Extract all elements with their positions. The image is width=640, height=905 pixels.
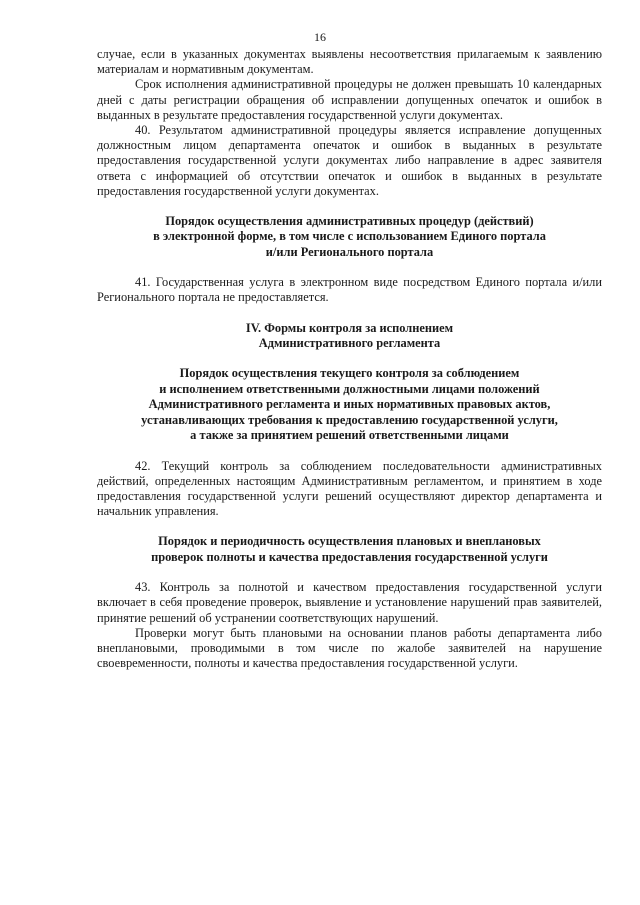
paragraph-43: 43. Контроль за полнотой и качеством предоставления государственной услуги включает в себя проведение проверок, выявление и установление нарушений прав заявителей, принятие решений об устранении соответствующих нарушений. bbox=[97, 580, 602, 625]
paragraph-42: 42. Текущий контроль за соблюдением последовательности административных действий, определенных настоящим Административным регламентом, и принятием в ходе предоставления государственной услуги решений осуществляют директор департамента и начальник управления. bbox=[97, 458, 602, 519]
page-number: 16 bbox=[314, 30, 326, 44]
page-content bbox=[97, 47, 602, 671]
paragraph-40: 40. Результатом административной процедуры является исправление допущенных должностным лицом департамента опечаток и ошибок в выданных в результате предоставления государственной услуги документах либо направление в адрес заявителя ответа с информацией об отсутствии опечаток и ошибок в выданных в результате предоставления государственной услуги документах. bbox=[97, 123, 602, 198]
heading-line: Порядок осуществления текущего контроля за соблюдением bbox=[179, 366, 520, 381]
heading-line: и исполнением ответственными должностными лицами положений bbox=[159, 381, 540, 396]
heading-current-control bbox=[97, 366, 602, 443]
heading-inspections bbox=[97, 534, 602, 565]
paragraph-deadline: Срок исполнения административной процедуры не должен превышать 10 календарных дней с даты регистрации обращения об исправлении допущенных опечаток и ошибок в выданных в результате предоставления государственной услуги документах. bbox=[97, 77, 602, 122]
heading-line: Порядок и периодичность осуществления плановых и внеплановых bbox=[158, 534, 541, 549]
heading-line: IV. Формы контроля за исполнением bbox=[245, 320, 454, 335]
heading-line: проверок полноты и качества предоставления государственной услуги bbox=[151, 549, 548, 564]
paragraph-41: 41. Государственная услуга в электронном виде посредством Единого портала и/или Регионального портала не предоставляется. bbox=[97, 275, 602, 305]
heading-line: Административного регламента и иных нормативных правовых актов, bbox=[148, 397, 551, 412]
heading-line: Порядок осуществления административных процедур (действий) bbox=[165, 214, 534, 229]
heading-electronic-procedures bbox=[97, 214, 602, 260]
heading-line: и/или Регионального портала bbox=[265, 244, 434, 259]
heading-line: в электронной форме, в том числе с использованием Единого портала bbox=[153, 229, 546, 244]
heading-section-iv bbox=[97, 321, 602, 352]
heading-line: а также за принятием решений ответственными лицами bbox=[190, 428, 509, 443]
heading-line: устанавливающих требования к предоставлению государственной услуги, bbox=[141, 412, 558, 427]
paragraph-inspections: Проверки могут быть плановыми на основании планов работы департамента либо внеплановыми, проводимыми в том числе по жалобе заявителей на нарушение своевременности, полноты и качества предоставления государственной услуги. bbox=[97, 625, 602, 671]
heading-line: Административного регламента bbox=[258, 336, 441, 351]
paragraph-continuation: случае, если в указанных документах выявлены несоответствия прилагаемым к заявлению материалам и нормативным документам. bbox=[97, 47, 602, 77]
